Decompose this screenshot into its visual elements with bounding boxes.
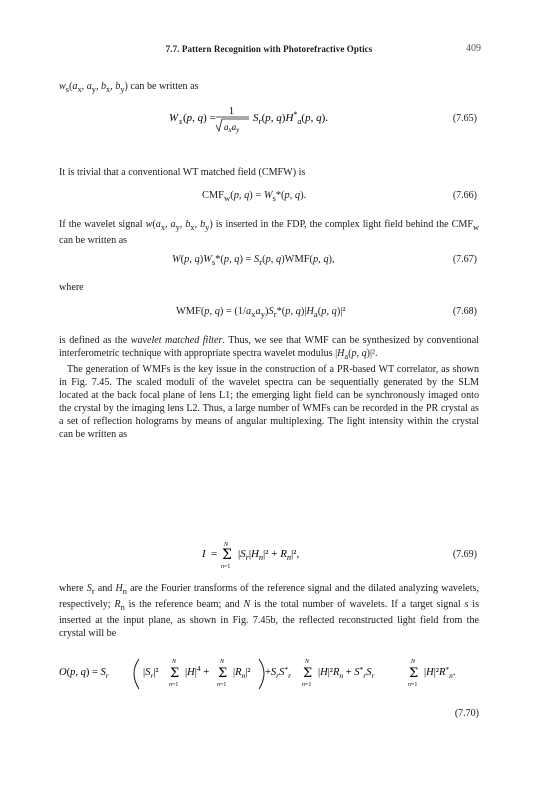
page-number: 409 <box>466 43 481 54</box>
svg-text:n=1: n=1 <box>221 564 231 570</box>
svg-text:|Sr|Hn|² + Rn|²,: $|S_r|H_n|^2 + R_n|^2$, <box>238 548 300 562</box>
para-intro: $w_s(a_x$, $a_y$, $b_x$, $b_y$) can be written as <box>59 81 199 95</box>
svg-text:|H|4 +: $|H|^4$ + <box>185 664 210 678</box>
svg-text:Σ: Σ <box>170 666 180 681</box>
svg-text:Σ: Σ <box>303 666 313 681</box>
svg-text:(p, q) =: (p, q) = <box>183 112 216 124</box>
svg-text:N: N <box>305 659 310 665</box>
svg-text:n=1: n=1 <box>408 682 418 688</box>
svg-text:N: N <box>172 659 177 665</box>
equation-number: (7.69) <box>452 549 477 560</box>
para-cmfw: It is trivial that a conventional WT matched field (CMFW) is <box>59 167 306 178</box>
svg-text:axay: $a_xa_y$ <box>224 122 240 134</box>
equation-7-68: WMF(p, $q) = (1/a_xa_y)S_r*(p$, $q)|H_a(p$, q)|² (7.68) <box>176 306 477 320</box>
equation-7-65 <box>59 106 479 134</box>
svg-text:W: W <box>169 112 179 124</box>
equation-number: (7.70) <box>454 708 479 719</box>
para-wavelet-signal: If the wavelet signal $w(a_x$, $a_y$, $b_x$, $b_y$) is inserted in the FDP, the complex light field behind the $CMF_w$ can be written as <box>59 219 480 247</box>
equation-7-70 <box>59 661 479 697</box>
equation-number: (7.65) <box>452 113 477 124</box>
svg-text:|Sr|²: $|S_r|^2$ <box>143 667 159 680</box>
svg-text:=: = <box>211 548 218 560</box>
svg-text:Σ: Σ <box>409 666 419 681</box>
equation-7-66: $CMF_w(p$, $q) = W_s*(p$, q). (7.66) <box>202 190 477 204</box>
svg-text:|Rn|²: $|R_n|^2$ <box>233 667 251 680</box>
svg-text:Sr(p, q)H*a(p, q).: $S_r(p$, $q)H^*_a(p$, q). <box>253 110 329 126</box>
running-header: 7.7. Pattern Recognition with Photorefractive Optics <box>165 44 373 54</box>
para-where: where <box>59 282 84 293</box>
svg-text:n=1: n=1 <box>217 682 227 688</box>
svg-text:O(p, q) = Sr: O(p, $q) = S_r$ <box>59 667 109 680</box>
svg-text:I: I <box>202 548 206 560</box>
svg-text:n=1: n=1 <box>302 682 312 688</box>
svg-text:1: 1 <box>229 106 234 117</box>
svg-text:Σ: Σ <box>218 666 228 681</box>
svg-text:+SrS*r: $+S_rS^*_r$ <box>265 665 292 680</box>
equation-number: (7.67) <box>452 254 477 265</box>
equation-number: (7.66) <box>452 190 477 201</box>
para-fourier-transforms: where $S_r$ and $H_n$ are the Fourier transforms of the reference signal and the dilated analyzing wavelets, respectively; $R_n$ is the reference beam; and N is the total number of wavelets. If a target signal s is inserted at the input plane, as shown in Fig. 7.45b, the reflected reconstructed light field from the crystal will be <box>59 583 479 640</box>
svg-text:N: N <box>220 659 225 665</box>
svg-text:|H|²R*n.: $|H|^2R^*_n$. <box>424 665 456 680</box>
para-wmf-definition: is defined as the wavelet matched filter. Thus, we see that WMF can be synthesized by conventional interferometric technique with appropriate spectra wavelet modulus $|H_a(p$, q)|². The generation of WMFs is the key issue in the construction of a PR-based WT correlator, as shown in Fig. 7.45. The scaled moduli of the wavelet spectra can be sequentially generated by the SLM located at the back focal plane of lens L1; the emerging light field can be synchronously imaged onto the crystal by the imaging lens L2. Thus, a large number of WMFs can be recorded in the PR crystal as a set of reflection holograms by means of angular multiplexing. The light intensity within the crystal can be written as <box>59 335 479 441</box>
equation-7-69 <box>59 542 479 570</box>
svg-text:N: N <box>224 542 229 548</box>
equation-7-67: W(p, $q)W_s*(p$, $q) = S_r(p$, q)WMF(p, q), (7.67) <box>172 254 477 268</box>
svg-text:n=1: n=1 <box>169 682 179 688</box>
svg-text:s: s <box>179 117 183 126</box>
svg-text:|H|²Rn + S*rSr: $|H|^2R_n + S^*_rS_r$ <box>318 665 375 680</box>
svg-text:Σ: Σ <box>222 547 232 563</box>
svg-text:N: N <box>411 659 416 665</box>
equation-number: (7.68) <box>452 306 477 317</box>
